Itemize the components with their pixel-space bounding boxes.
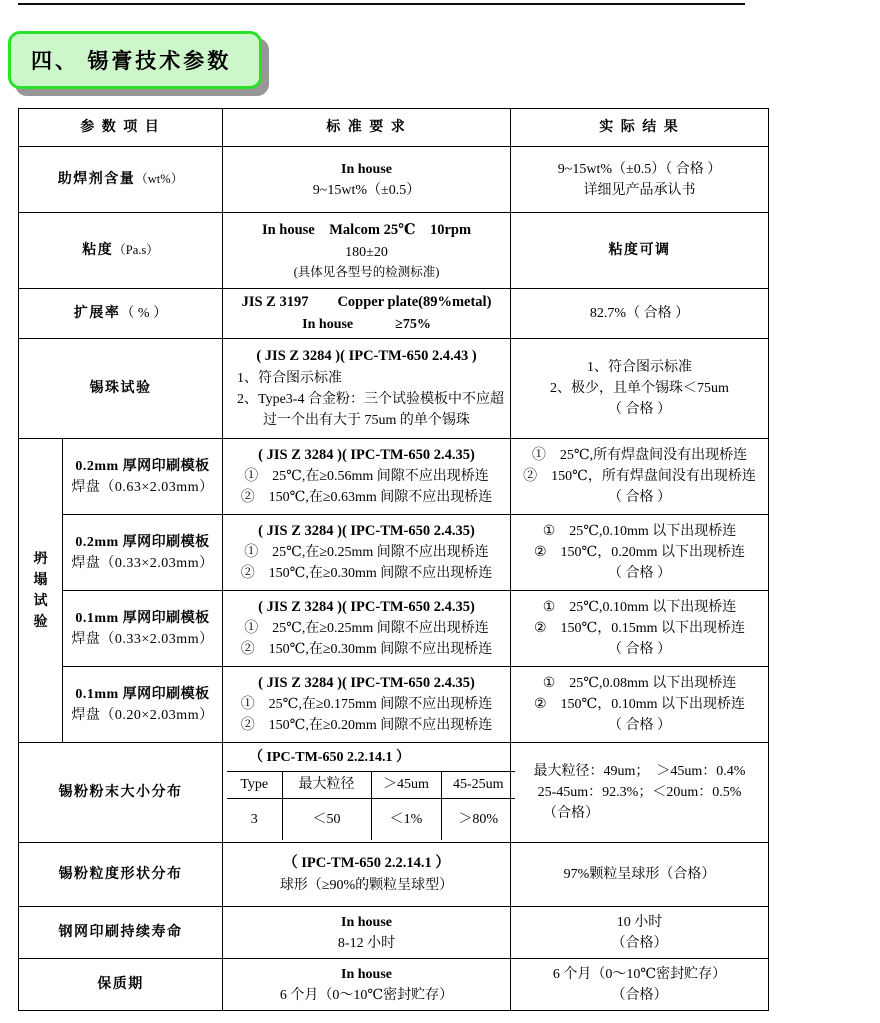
page-top-rule <box>18 3 745 5</box>
flux-label-suffix: （wt%） <box>135 172 184 186</box>
row-powder-size <box>19 743 769 843</box>
viscosity-standard-cell: In house Malcom 25℃ 10rpm 180±20 (具体见各型号的检测标准) <box>223 213 511 289</box>
row-powder-shape <box>19 843 769 907</box>
collapse-4-result-cell: ① 25℃,0.08mm 以下出现桥连 ② 150℃，0.10mm 以下出现桥连 （ 合格 ） <box>511 667 769 743</box>
spec-table <box>18 108 769 1011</box>
solder-ball-result-cell: 1、符合图示标准 2、极少，且单个锡珠＜75um （ 合格 ） <box>511 339 769 439</box>
row-collapse-3 <box>19 591 769 667</box>
row-stencil-life <box>19 907 769 959</box>
row-solder-ball <box>19 339 769 439</box>
flux-label-cell <box>19 147 223 213</box>
header-standard: 标 准 要 求 <box>223 109 511 147</box>
row-flux <box>19 147 769 213</box>
shelf-life-result-cell: 6 个月（0～10℃密封贮存） （合格） <box>511 959 769 1011</box>
section-title-badge <box>8 31 262 89</box>
collapse-2-standard-cell: ( JIS Z 3284 )( IPC-TM-650 2.4.35) ① 25℃,在≥0.25mm 间隙不应出现桥连 ② 150℃,在≥0.30mm 间隙不应出现桥连 <box>223 515 511 591</box>
row-spread <box>19 289 769 339</box>
powder-shape-result-cell: 97%颗粒呈球形（合格） <box>511 843 769 907</box>
stencil-life-standard-cell: In house 8-12 小时 <box>223 907 511 959</box>
solder-ball-label: 锡珠试验 <box>89 381 152 396</box>
collapse-2-sublabel: 0.2mm 厚网印刷模板 焊盘（0.33×2.03mm） <box>63 515 223 591</box>
collapse-3-result-cell: ① 25℃,0.10mm 以下出现桥连 ② 150℃，0.15mm 以下出现桥连 （ 合格 ） <box>511 591 769 667</box>
flux-standard-cell: In house 9~15wt%（±0.5） <box>223 147 511 213</box>
collapse-3-standard-cell: ( JIS Z 3284 )( IPC-TM-650 2.4.35) ① 25℃,在≥0.25mm 间隙不应出现桥连 ② 150℃,在≥0.30mm 间隙不应出现桥连 <box>223 591 511 667</box>
powder-shape-label-cell <box>19 843 223 907</box>
row-collapse-2 <box>19 515 769 591</box>
spread-label-suffix: （ % ） <box>120 306 168 321</box>
header-result: 实 际 结 果 <box>511 109 769 147</box>
powder-size-result-cell: 最大粒径：49um； ＞45um：0.4% 25-45um：92.3%；＜20um：0.5% （合格） <box>511 743 769 843</box>
viscosity-label-cell <box>19 213 223 289</box>
inner-table-title: （ IPC-TM-650 2.2.14.1 ） <box>227 745 515 771</box>
viscosity-label: 粘度 <box>82 243 114 258</box>
flux-label: 助焊剂含量 <box>57 172 136 187</box>
header-param: 参 数 项 目 <box>19 109 223 147</box>
collapse-1-sublabel: 0.2mm 厚网印刷模板 焊盘（0.63×2.03mm） <box>63 439 223 515</box>
collapse-1-result-cell: ① 25℃,所有焊盘间没有出现桥连 ② 150℃，所有焊盘间没有出现桥连 （ 合格 ） <box>511 439 769 515</box>
collapse-3-sublabel: 0.1mm 厚网印刷模板 焊盘（0.33×2.03mm） <box>63 591 223 667</box>
row-shelf-life <box>19 959 769 1011</box>
viscosity-label-suffix: （Pa.s） <box>113 243 159 257</box>
collapse-4-standard-cell: ( JIS Z 3284 )( IPC-TM-650 2.4.35) ① 25℃,在≥0.175mm 间隙不应出现桥连 ② 150℃,在≥0.20mm 间隙不应出现桥连 <box>223 667 511 743</box>
inner-value-row: 3 ＜50 ＜1% ＞80% <box>227 798 515 840</box>
powder-shape-label: 锡粉粒度形状分布 <box>58 867 183 882</box>
solder-ball-standard-cell: ( JIS Z 3284 )( IPC-TM-650 2.4.43 ) 1、符合图示标准 2、Type3-4 合金粉：三个试验模板中不应超 过一个出有大于 75um 的单个锡珠 <box>223 339 511 439</box>
flux-result-cell: 9~15wt%（±0.5）（ 合格 ） 详细见产品承认书 <box>511 147 769 213</box>
collapse-2-result-cell: ① 25℃,0.10mm 以下出现桥连 ② 150℃，0.20mm 以下出现桥连 （ 合格 ） <box>511 515 769 591</box>
solder-ball-label-cell <box>19 339 223 439</box>
stencil-life-label-cell <box>19 907 223 959</box>
powder-size-label: 锡粉粉末大小分布 <box>58 785 183 800</box>
spread-label-cell <box>19 289 223 339</box>
collapse-4-sublabel: 0.1mm 厚网印刷模板 焊盘（0.20×2.03mm） <box>63 667 223 743</box>
viscosity-result-cell: 粘度可调 <box>511 213 769 289</box>
spread-standard-cell: JIS Z 3197 Copper plate(89%metal) In house ≥75% <box>223 289 511 339</box>
row-viscosity <box>19 213 769 289</box>
collapse-vertical-label: 坍 塌 试 验 <box>19 439 63 743</box>
inner-header-row: Type 最大粒径 ＞45um 45-25um <box>227 771 515 798</box>
stencil-life-result-cell: 10 小时 （合格） <box>511 907 769 959</box>
shelf-life-label: 保质期 <box>97 977 144 992</box>
powder-size-standard-cell <box>223 743 511 843</box>
spread-label: 扩展率 <box>73 306 121 321</box>
row-collapse-1 <box>19 439 769 515</box>
section-title: 四、 锡膏技术参数 <box>31 49 232 73</box>
stencil-life-label: 钢网印刷持续寿命 <box>58 925 183 940</box>
shelf-life-standard-cell: In house 6 个月（0～10℃密封贮存） <box>223 959 511 1011</box>
collapse-1-standard-cell: ( JIS Z 3284 )( IPC-TM-650 2.4.35) ① 25℃,在≥0.56mm 间隙不应出现桥连 ② 150℃,在≥0.63mm 间隙不应出现桥连 <box>223 439 511 515</box>
shelf-life-label-cell <box>19 959 223 1011</box>
powder-size-label-cell <box>19 743 223 843</box>
powder-size-inner-table <box>227 745 515 840</box>
spread-result-cell: 82.7%（ 合格 ） <box>511 289 769 339</box>
table-header-row <box>19 109 769 147</box>
powder-shape-standard-cell: （ IPC-TM-650 2.2.14.1 ） 球形（≥90%的颗粒呈球型） <box>223 843 511 907</box>
row-collapse-4 <box>19 667 769 743</box>
